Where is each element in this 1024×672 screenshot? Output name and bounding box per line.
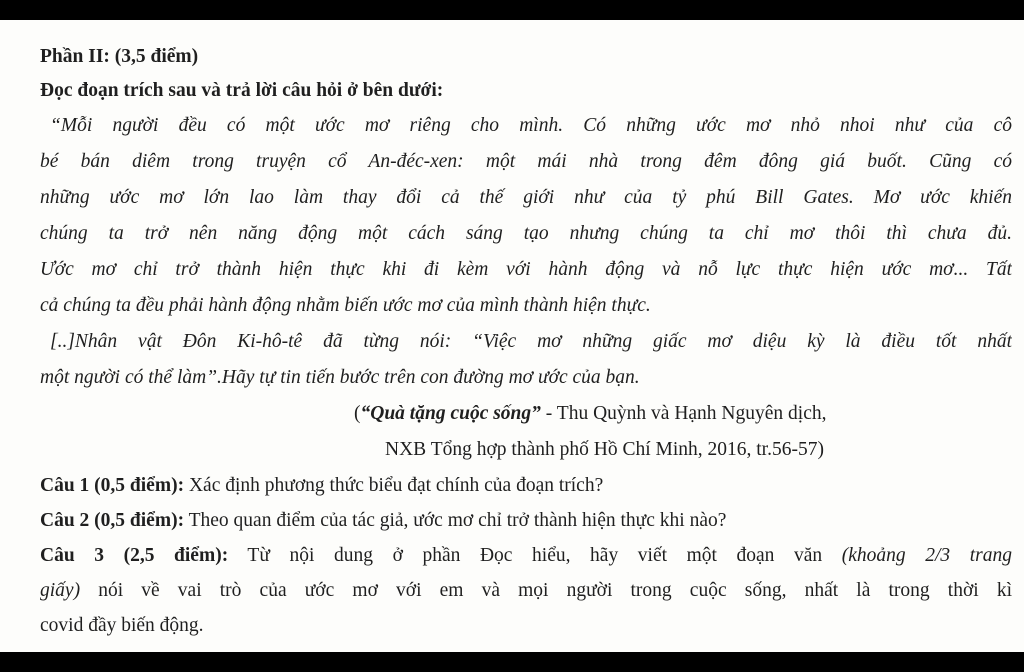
question-3-text-continued: nói về vai trò của ước mơ với em và mọi người trong cuộc sống, nhất là trong thời kì: [80, 580, 1012, 601]
question-1: [40, 468, 1012, 503]
question-2: [40, 503, 1012, 538]
source-open-paren: (: [354, 403, 361, 424]
source-publisher: NXB Tổng hợp thành phố Hồ Chí Minh, 2016, tr.56-57): [385, 439, 824, 460]
excerpt-line: một người có thể làm”.Hãy tự tin tiến bước trên con đường mơ ước của bạn.: [40, 367, 640, 388]
question-3-italic-note: (khoảng 2/3 trang: [841, 545, 1012, 566]
source-book-title: “Quà tặng cuộc sống”: [360, 403, 541, 424]
question-2-label: Câu 2 (0,5 điểm):: [40, 510, 185, 531]
excerpt-line: những ước mơ lớn lao làm thay đổi cả thế giới như của tỷ phú Bill Gates. Mơ ước khiến: [40, 187, 1012, 208]
question-3: [40, 538, 1012, 573]
excerpt-line: bé bán diêm trong truyện cổ An-đéc-xen: một mái nhà trong đêm đông giá buốt. Cũng có: [40, 151, 1012, 172]
question-2-text: Theo quan điểm của tác giả, ước mơ chỉ trở thành hiện thực khi nào?: [184, 510, 727, 531]
excerpt: [40, 108, 1012, 396]
question-3-label: Câu 3 (2,5 điểm):: [40, 545, 229, 566]
excerpt-line: chúng ta trở nên năng động một cách sáng tạo nhưng chúng ta chỉ mơ thôi thì chưa đủ.: [40, 223, 1012, 244]
question-3-text: Từ nội dung ở phần Đọc hiểu, hãy viết một đoạn văn: [228, 545, 842, 566]
section-instruction: Đọc đoạn trích sau và trả lời câu hỏi ở bên dưới:: [40, 80, 444, 101]
excerpt-line: Ước mơ chỉ trở thành hiện thực khi đi kèm với hành động và nỗ lực thực hiện ước mơ... Tất: [40, 259, 1012, 280]
question-3-end: covid đầy biến động.: [40, 615, 204, 636]
question-1-label: Câu 1 (0,5 điểm):: [40, 475, 185, 496]
question-1-text: Xác định phương thức biểu đạt chính của đoạn trích?: [184, 475, 604, 496]
excerpt-line: [..]Nhân vật Đôn Ki-hô-tê đã từng nói: “Việc mơ những giấc mơ diệu kỳ là điều tốt nhất: [50, 331, 1012, 352]
question-3-italic-note-end: giấy): [40, 580, 81, 601]
document-content: [40, 40, 1012, 643]
excerpt-line: “Mỗi người đều có một ước mơ riêng cho mình. Có những ước mơ nhỏ nhoi như của cô: [50, 115, 1012, 136]
source-authors: - Thu Quỳnh và Hạnh Nguyên dịch,: [540, 403, 827, 424]
excerpt-line: cả chúng ta đều phải hành động nhằm biến ước mơ của mình thành hiện thực.: [40, 295, 651, 316]
document-page: [0, 20, 1024, 652]
section-title: Phần II: (3,5 điểm): [40, 46, 199, 67]
source-citation: [40, 396, 1012, 432]
question-3-continued: [40, 573, 1012, 608]
